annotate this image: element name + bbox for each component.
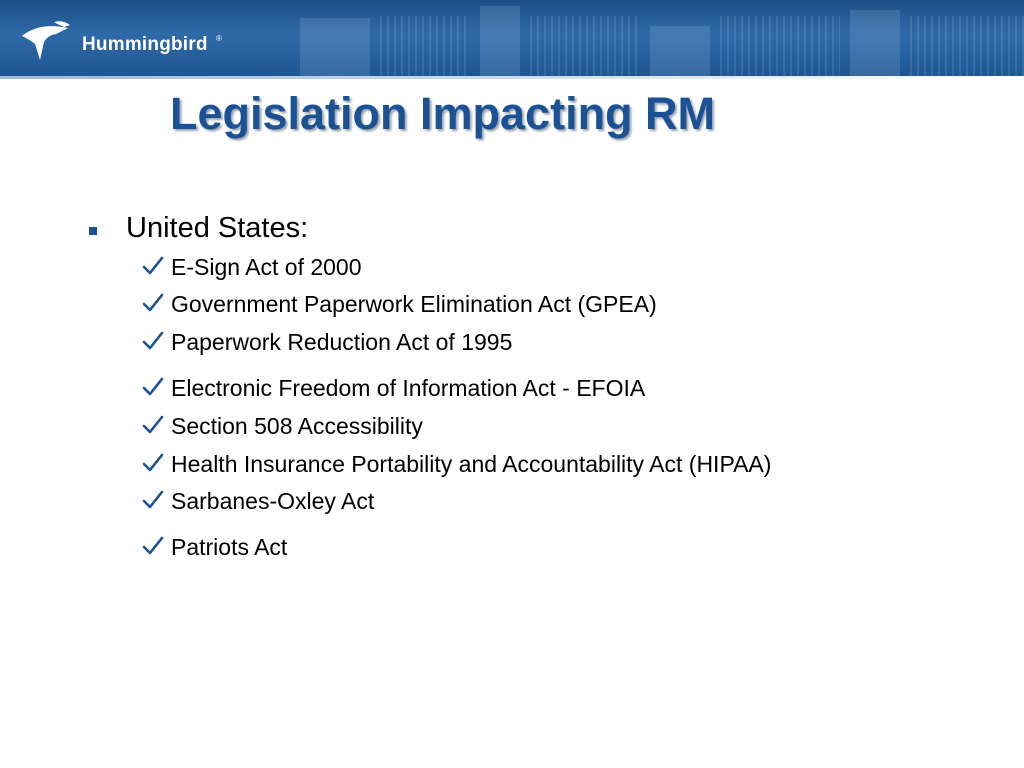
checkmark-icon — [141, 329, 165, 353]
trademark-symbol: ® — [216, 34, 222, 43]
list-item-text: Health Insurance Portability and Accountability Act (HIPAA) — [171, 451, 772, 477]
slide-title: Legislation Impacting RM — [170, 88, 716, 139]
checkmark-icon — [141, 254, 165, 278]
list-item-text: Sarbanes-Oxley Act — [171, 488, 375, 514]
list-item-text: Patriots Act — [171, 534, 288, 560]
section-label: United States: — [126, 212, 309, 244]
list-item-text: E-Sign Act of 2000 — [171, 254, 362, 280]
checkmark-icon — [141, 413, 165, 437]
list-item-text: Government Paperwork Elimination Act (GPEA) — [171, 291, 657, 317]
list-item-text: Section 508 Accessibility — [171, 413, 423, 439]
checkmark-icon — [141, 488, 165, 512]
banner-divider — [0, 76, 1024, 79]
square-bullet-icon — [89, 227, 97, 235]
list-item-text: Paperwork Reduction Act of 1995 — [171, 329, 513, 355]
brand-name: Hummingbird — [82, 34, 208, 55]
checkmark-icon — [141, 534, 165, 558]
list-item-text: Electronic Freedom of Information Act - EFOIA — [171, 375, 646, 401]
company-logo — [20, 16, 250, 66]
checkmark-icon — [141, 291, 165, 315]
checkmark-icon — [141, 451, 165, 475]
hummingbird-logo-icon — [20, 16, 80, 66]
checkmark-icon — [141, 375, 165, 399]
